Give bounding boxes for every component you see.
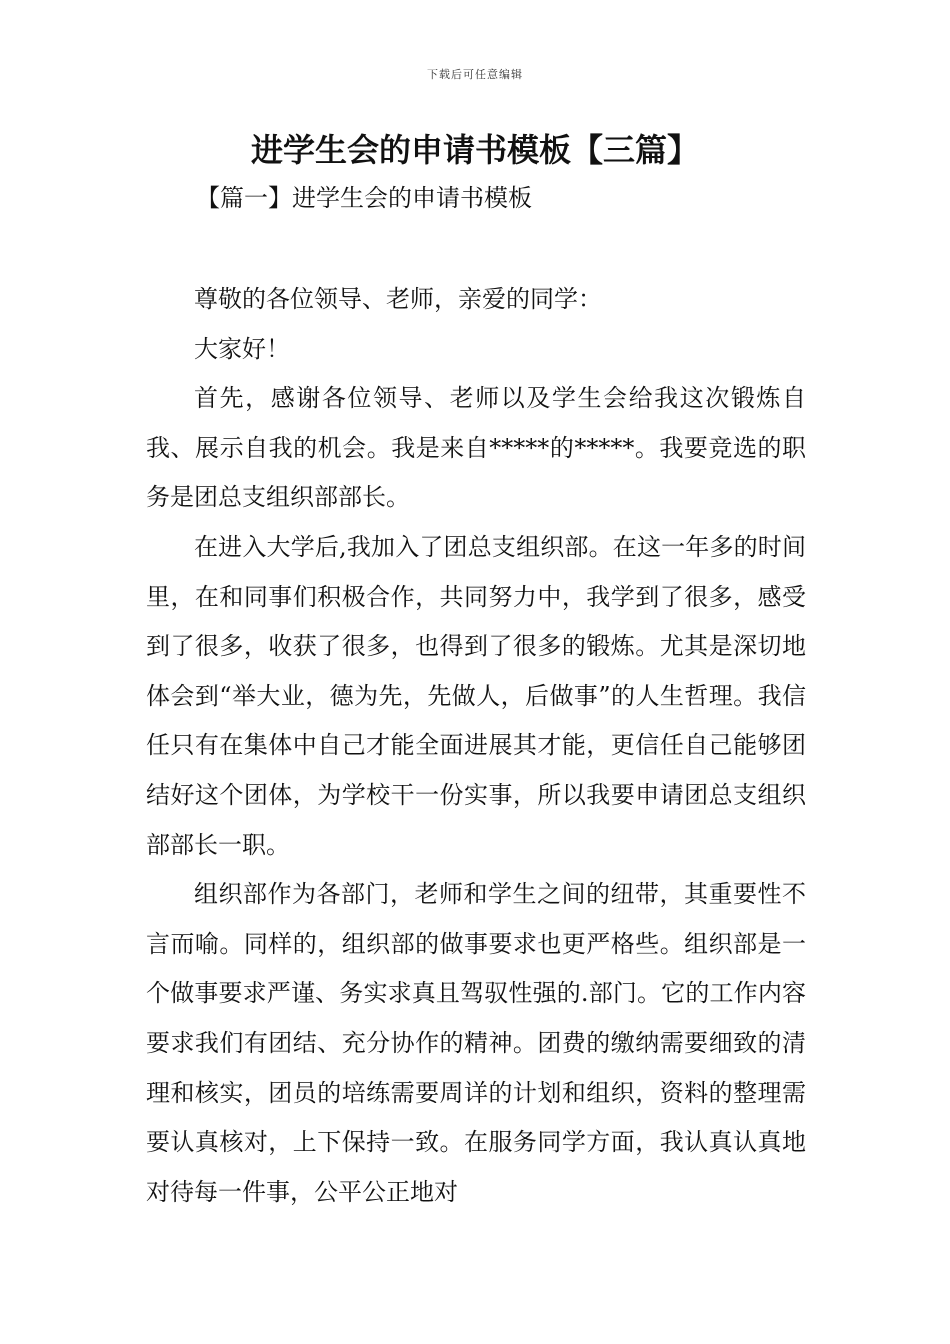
greeting-paragraph: 大家好！ [194,334,290,363]
salutation-paragraph: 尊敬的各位领导、老师，亲爱的同学： [194,285,602,313]
page-header-note: 下载后可任意编辑 [427,68,523,81]
body-paragraph: 首先，感谢各位领导、老师以及学生会给我这次锻炼自我、展示自我的机会。我是来自*****的*****。我要竞选的职务是团总支组织部部长。 [146,384,806,512]
section-heading: 【篇一】进学生会的申请书模板 [196,184,532,212]
document-title: 进学生会的申请书模板【三篇】 [250,131,699,169]
document-body [146,275,806,1217]
body-paragraph: 组织部作为各部门，老师和学生之间的纽带，其重要性不言而喻。同样的，组织部的做事要求也更严格些。组织部是一个做事要求严谨、务实求真且驾驭性强的.部门。它的工作内容要求我们有团结、充分协作的精神。团费的缴纳需要细致的清理和核实，团员的培练需要周详的计划和组织，资料的整理需要认真核对，上下保持一致。在服务同学方面，我认真认真地对待每一件事，公平公正地对 [146,880,806,1206]
body-paragraph: 在进入大学后,我加入了团总支组织部。在这一年多的时间里，在和同事们积极合作，共同努力中，我学到了很多，感受到了很多，收获了很多，也得到了很多的锻炼。尤其是深切地体会到“举大业，德为先，先做人，后做事”的人生哲理。我信任只有在集体中自己才能全面进展其才能，更信任自己能够团结好这个团体，为学校干一份实事，所以我要申请团总支组织部部长一职。 [146,532,806,859]
